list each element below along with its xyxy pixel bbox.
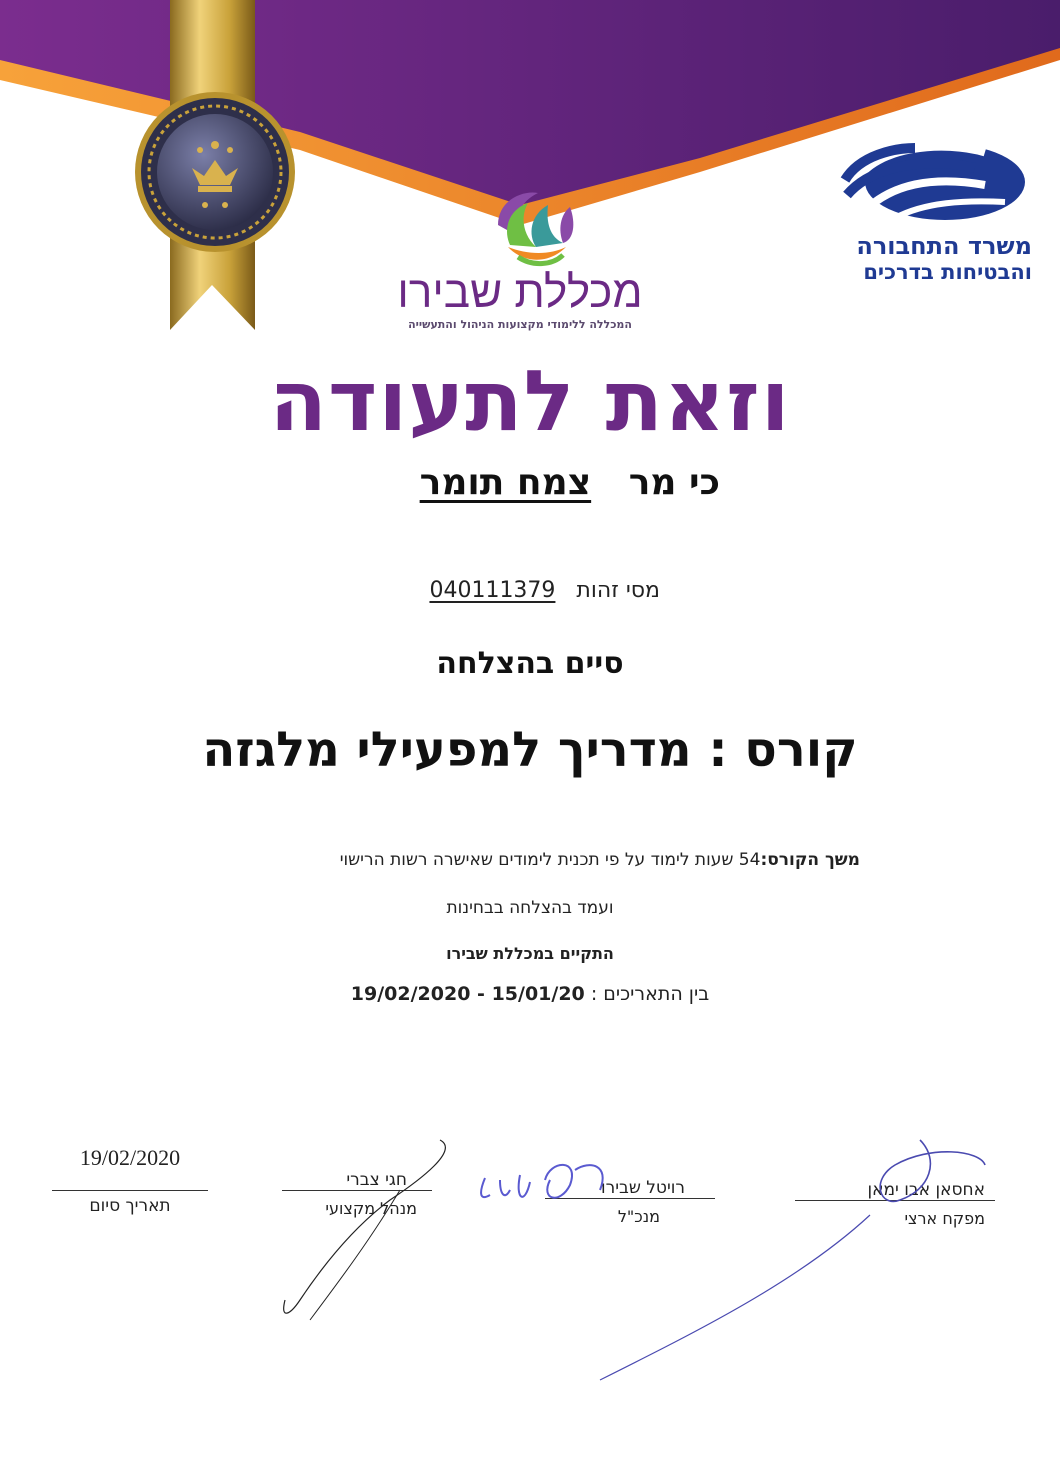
held-at-text: התקיים במכללת שבירו xyxy=(446,944,614,963)
completion-date-line xyxy=(52,1190,208,1191)
id-label: מסי זהות xyxy=(576,578,660,603)
signature-name: אחסאן אבו ימאן xyxy=(867,1180,985,1200)
handwritten-signatures-icon xyxy=(0,1120,1060,1479)
certificate-title: וזאת לתעודה xyxy=(269,352,791,450)
exam-text: ועמד בהצלחה בבחינות xyxy=(446,898,614,918)
signature-line xyxy=(282,1190,432,1191)
ministry-name-line2: והבטיחות בדרכים xyxy=(863,260,1032,284)
signature-line xyxy=(545,1198,715,1199)
signature-title: מפקח ארצי xyxy=(904,1209,985,1228)
signature-block-professional-manager xyxy=(282,1170,432,1218)
ministry-name-line1: משרד התחבורה xyxy=(856,232,1032,260)
completion-date-label: תאריך סיום xyxy=(89,1196,171,1216)
course-label: קורס : xyxy=(708,722,858,778)
college-name: מכללת שבירו xyxy=(397,268,643,317)
completion-date: 19/02/2020 xyxy=(79,1145,181,1170)
dates-value: 15/01/20 - 19/02/2020 xyxy=(350,983,585,1005)
signature-name: חגי צברי xyxy=(346,1170,407,1190)
college-sphere-logo-icon xyxy=(488,185,578,270)
id-number: 040111379 xyxy=(429,578,556,603)
gold-ribbon-medal-icon xyxy=(130,0,295,335)
course-title xyxy=(150,722,910,778)
signature-title: מנהל מקצועי xyxy=(325,1199,417,1218)
dates-line xyxy=(300,983,760,1005)
course-duration-line xyxy=(170,850,860,870)
signature-line xyxy=(795,1200,995,1201)
duration-text: 54 שעות לימוד על פי תכנית לימודים שאישרה רשות הרישוי xyxy=(339,850,761,870)
ministry-globe-logo-icon xyxy=(835,140,1030,225)
duration-label: משך הקורס: xyxy=(760,850,860,870)
dates-label: בין התאריכים : xyxy=(590,983,710,1005)
signature-block-ceo xyxy=(545,1178,715,1226)
course-name: מדריך למפעילי מלגזה xyxy=(202,722,692,778)
signature-name: רויטל שבירו xyxy=(600,1178,685,1198)
signature-block-inspector xyxy=(795,1180,995,1228)
recipient-prefix: כי מר xyxy=(628,462,720,503)
recipient-line xyxy=(200,462,720,503)
recipient-name: צמח תומר xyxy=(419,462,592,503)
college-tagline: המכללה ללימודי מקצועות הניהול והתעשייה xyxy=(408,318,632,331)
id-line xyxy=(300,578,660,603)
success-text: סיים בהצלחה xyxy=(436,646,624,681)
signature-title: מנכ"ל xyxy=(617,1207,660,1226)
